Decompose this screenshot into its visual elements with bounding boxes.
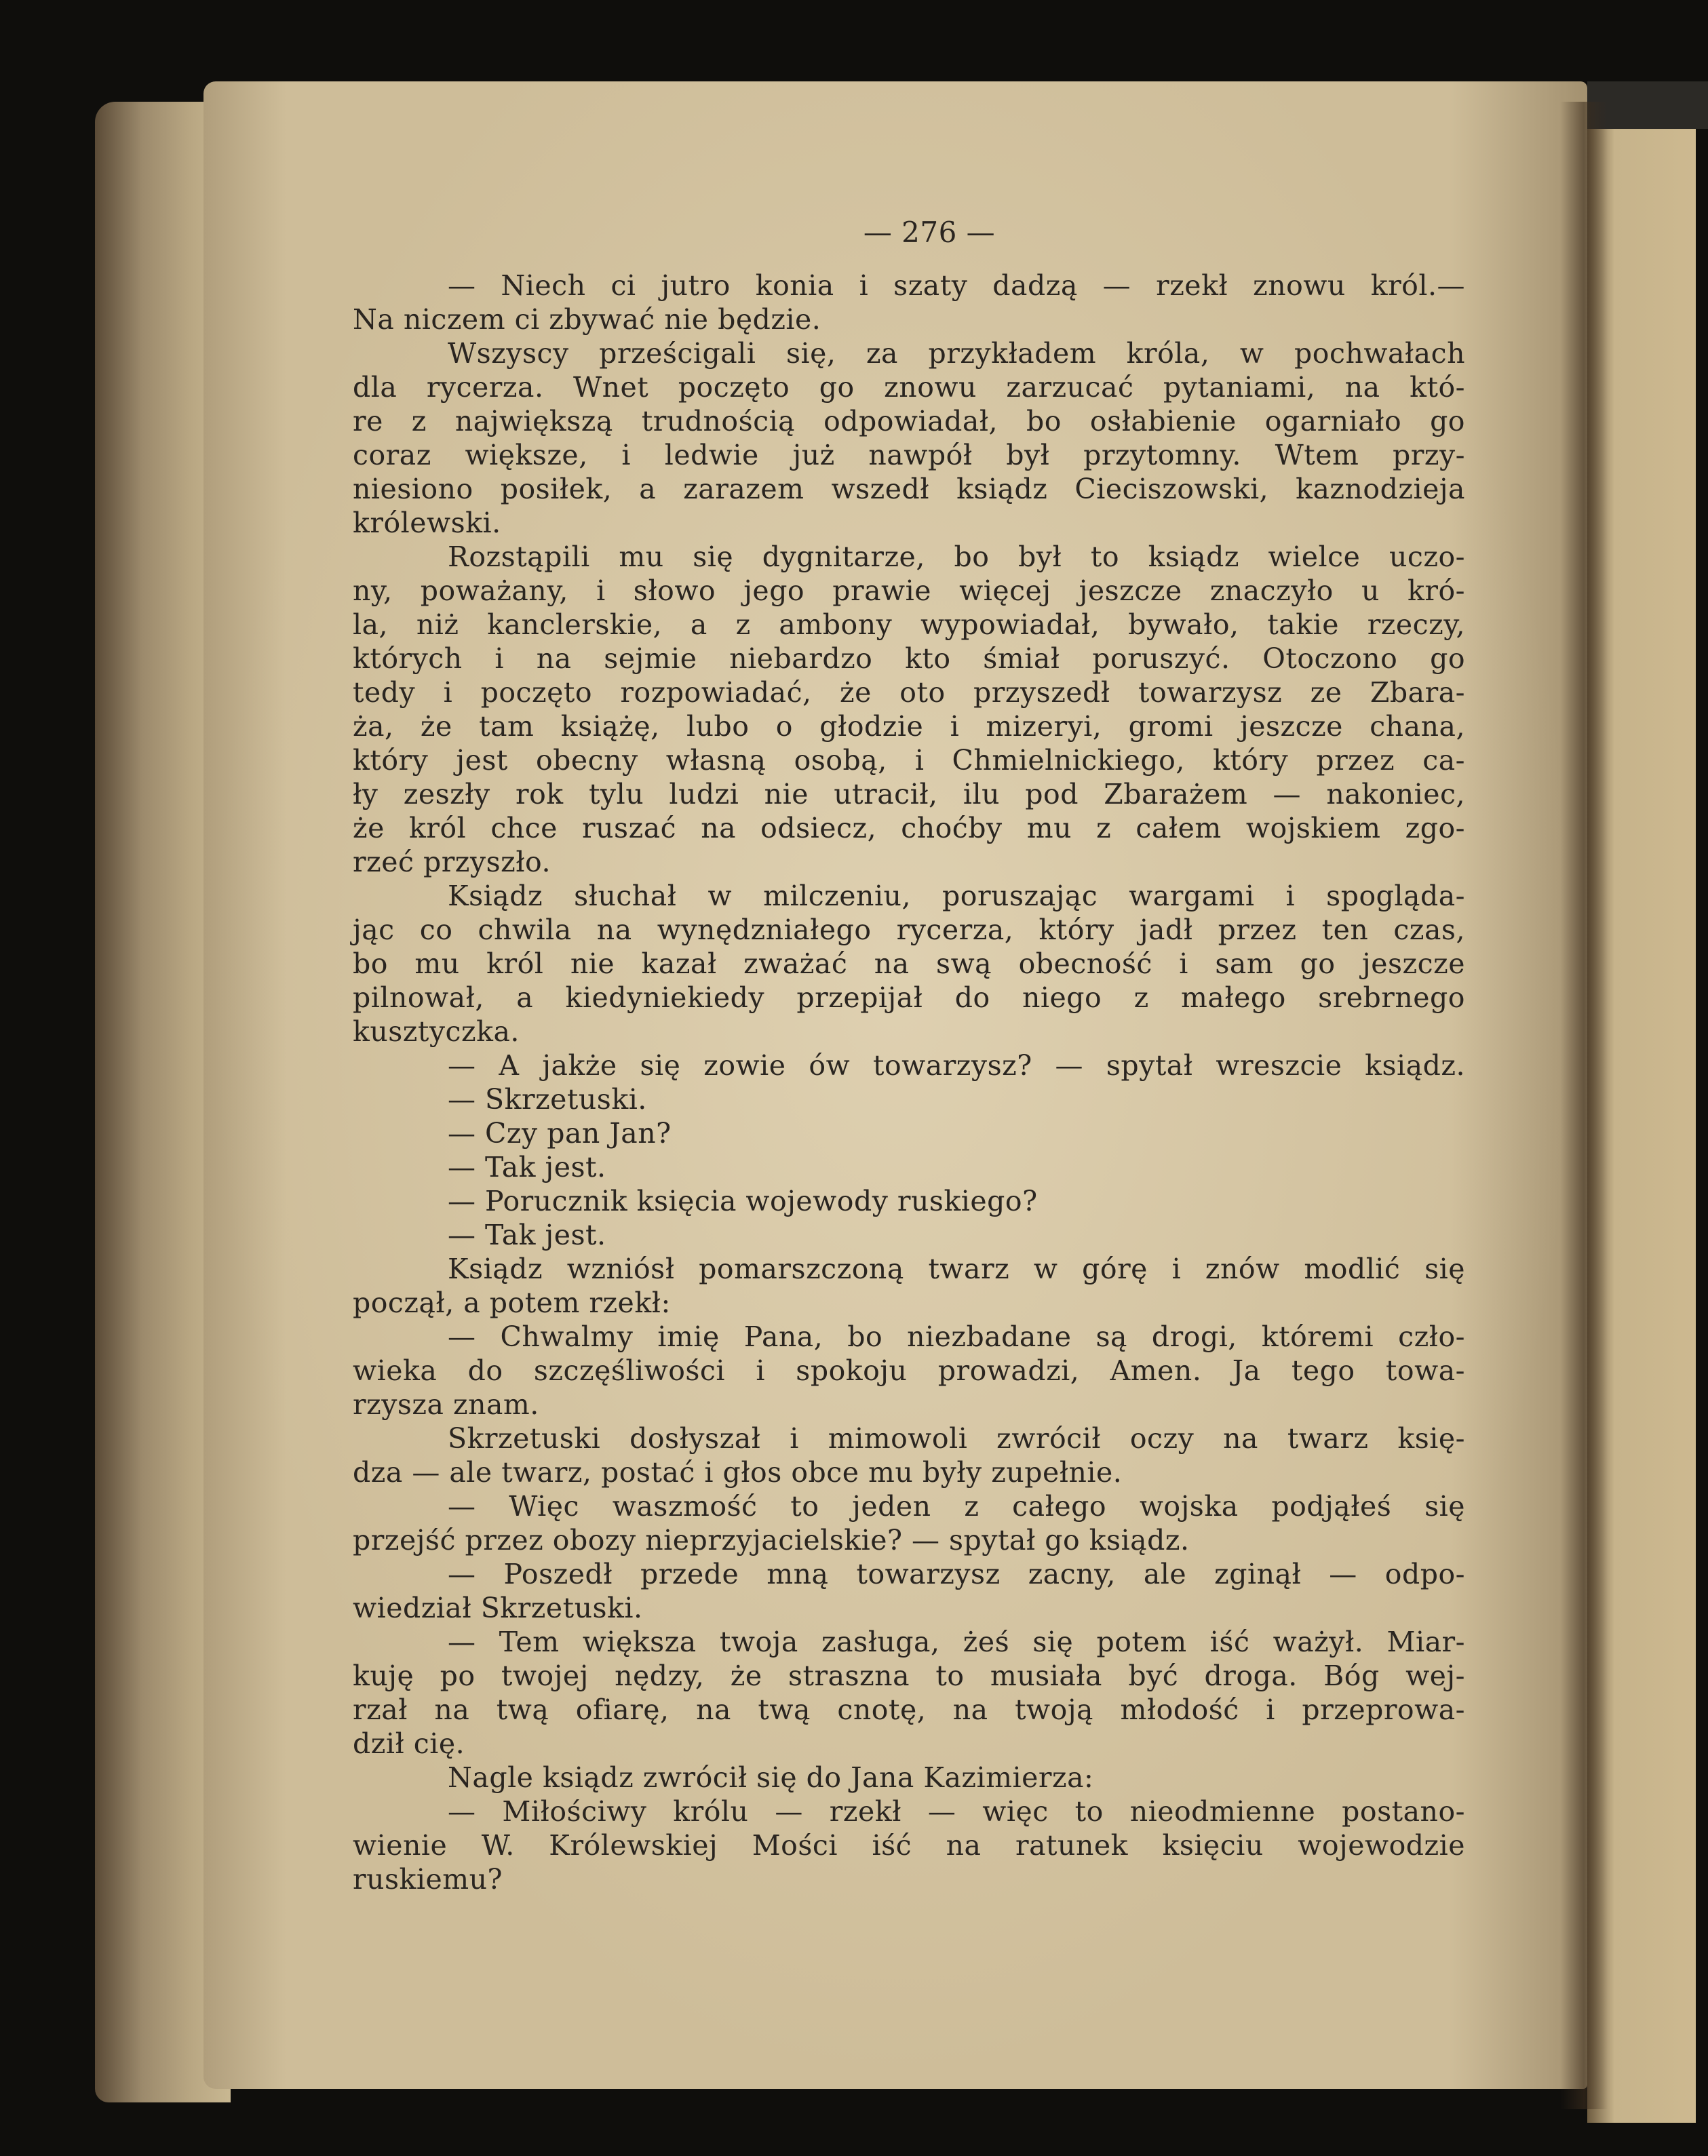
text-line: Ksiądz słuchał w milczeniu, poruszając wargami i spoglądа- — [448, 880, 1465, 912]
text-line: tedy i poczęto rozpowiadać, że oto przyszedł towarzysz ze Zbara- — [353, 676, 1465, 709]
text-line: kusztyczka. — [353, 1015, 520, 1048]
text-line: rzeć przyszło. — [353, 846, 551, 878]
page-text-block — [353, 216, 1465, 1896]
text-line: który jest obecny własną osobą, i Chmielnickiego, który przez ca- — [353, 744, 1465, 777]
text-line: kuję po twojej nędzy, że straszna to musiała być droga. Bóg wej- — [353, 1660, 1465, 1692]
text-line: Ksiądz wzniósł pomarszczoną twarz w górę i znów modlić się — [448, 1253, 1465, 1285]
text-line: bo mu król nie kazał zważać na swą obecność i sam go jeszcze — [353, 947, 1465, 980]
page-gutter — [1560, 102, 1608, 2109]
text-line: rzał na twą ofiarę, na twą cnotę, na twoją młodość i przeprowa- — [353, 1693, 1465, 1726]
text-line: la, niż kanclerskie, a z ambony wypowiadał, bywało, takie rzeczy, — [353, 608, 1465, 641]
text-line: dla rycerza. Wnet poczęto go znowu zarzucać pytaniami, na któ- — [353, 371, 1465, 404]
text-line: przejść przez obozy nieprzyjacielskie? — spytał go ksiądz. — [353, 1524, 1190, 1556]
text-line: niesiono posiłek, a zarazem wszedł ksiądz Cieciszowski, kaznodzieja — [353, 473, 1465, 505]
text-line: rzysza znam. — [353, 1388, 539, 1421]
text-line: wiedział Skrzetuski. — [353, 1592, 643, 1624]
text-line: Na niczem ci zbywać nie będzie. — [353, 303, 821, 336]
text-line: ża, że tam książę, lubo o głodzie i mizeryi, gromi jeszcze chana, — [353, 710, 1465, 743]
text-line: Rozstąpili mu się dygnitarze, bo był to ksiądz wielce uczo- — [448, 541, 1465, 573]
text-line: dza — ale twarz, postać i głos obce mu były zupełnie. — [353, 1456, 1123, 1489]
page-number: — 276 — — [863, 216, 996, 249]
text-line: re z największą trudnością odpowiadał, bo osłabienie ogarniało go — [353, 405, 1465, 437]
text-line: — Porucznik księcia wojewody ruskiego? — [448, 1185, 1038, 1217]
text-line: ły zeszły rok tylu ludzi nie utracił, ilu pod Zbarażem — nakoniec, — [353, 778, 1465, 810]
text-line: których i na sejmie niebardzo kto śmiał poruszyć. Otoczono go — [353, 642, 1465, 675]
text-line: — Poszedł przede mną towarzysz zacny, ale zginął — odpo- — [448, 1558, 1465, 1590]
text-line: jąc co chwila na wynędzniałego rycerza, który jadł przez ten czas, — [353, 914, 1465, 946]
text-line: — Chwalmy imię Pana, bo niezbadane są drogi, któremi czło- — [448, 1320, 1465, 1353]
text-line: królewski. — [353, 507, 501, 539]
text-line: coraz większe, i ledwie już nawpół był przytomny. Wtem przy- — [353, 439, 1465, 471]
page-body — [353, 269, 1465, 1896]
text-line: dził cię. — [353, 1727, 465, 1760]
text-line: że król chce ruszać na odsiecz, choćby mu z całem wojskiem zgo- — [353, 812, 1465, 844]
text-line: — Tak jest. — [448, 1219, 606, 1251]
text-line: ruskiemu? — [353, 1863, 503, 1896]
text-line: — Niech ci jutro konia i szaty dadzą — rzekł znowu król.— — [448, 269, 1465, 302]
text-line: — Tem większa twoja zasługa, żeś się potem iść ważył. Miar- — [448, 1626, 1465, 1658]
text-line: — Tak jest. — [448, 1151, 606, 1183]
text-line: wienie W. Królewskiej Mości iść na ratunek księciu wojewodzie — [353, 1829, 1465, 1862]
text-line: — Skrzetuski. — [448, 1083, 647, 1116]
text-line: wieka do szczęśliwości i spokoju prowadzi, Amen. Ja tego towa- — [353, 1354, 1465, 1387]
text-line: począł, a potem rzekł: — [353, 1287, 671, 1319]
text-line: Wszyscy prześcigali się, za przykładem króla, w pochwałach — [448, 337, 1465, 370]
text-line: — Czy pan Jan? — [448, 1117, 672, 1150]
text-line: — Więc waszmość to jeden z całego wojska podjąłeś się — [448, 1490, 1465, 1523]
text-line: — A jakże się zowie ów towarzysz? — spytał wreszcie ksiądz. — [448, 1049, 1465, 1082]
text-line: Skrzetuski dosłyszał i mimowoli zwrócił oczy na twarz księ- — [448, 1422, 1465, 1455]
text-line: ny, poważany, i słowo jego prawie więcej jeszcze znaczyło u kró- — [353, 574, 1465, 607]
text-line: Nagle ksiądz zwrócił się do Jana Kazimierza: — [448, 1761, 1094, 1794]
text-line: — Miłościwy królu — rzekł — więc to nieodmienne postano- — [448, 1795, 1465, 1828]
text-line: pilnował, a kiedyniekiedy przepijał do niego z małego srebrnego — [353, 981, 1465, 1014]
